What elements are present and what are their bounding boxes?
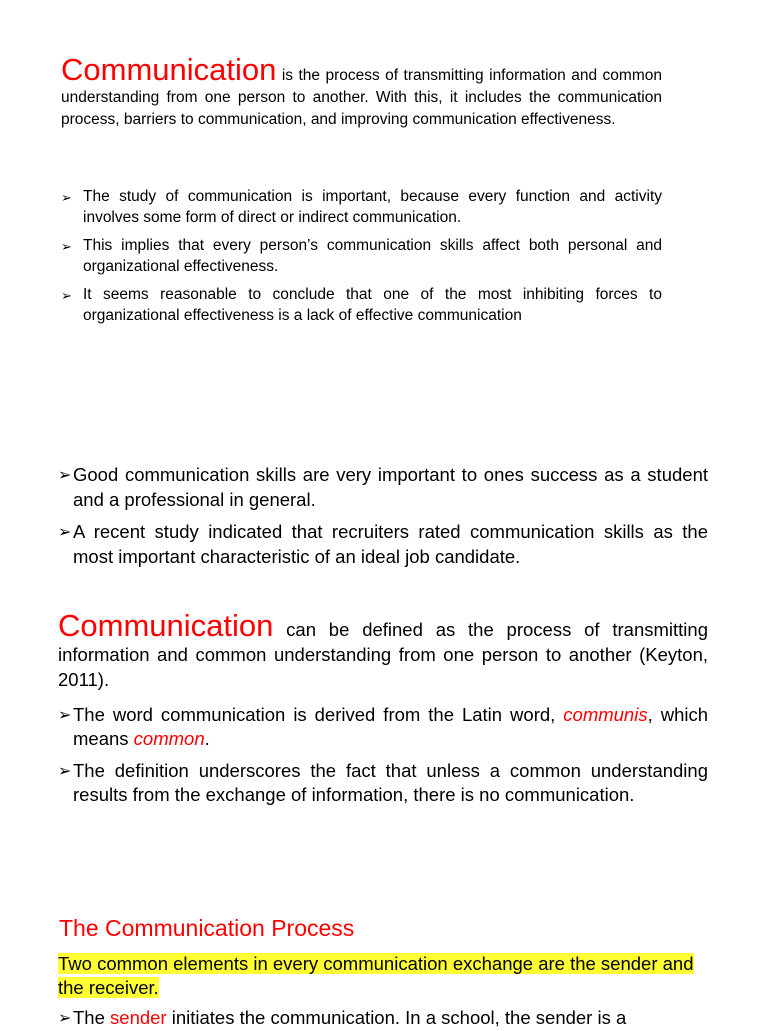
list-item (58, 462, 708, 512)
list-item-text: Good communication skills are very important to ones success as a student and a professional in general. (73, 464, 708, 510)
highlighted-text: Two common elements in every communication exchange are the sender and the receiver. (58, 953, 694, 998)
process-bullet-list (58, 1006, 708, 1030)
list-item-text: A recent study indicated that recruiters rated communication skills as the most important characteristic of an ideal job candidate. (73, 521, 708, 567)
highlighted-statement (58, 952, 708, 1000)
skills-bullet-list (58, 462, 708, 576)
list-item (61, 186, 662, 228)
definition-section (58, 610, 708, 692)
list-item (58, 759, 708, 807)
sender-word: sender (110, 1007, 167, 1028)
list-item-text: The definition underscores the fact that unless a common understanding results from the exchange of information, there is no communication. (73, 760, 708, 805)
arrow-bullet-icon: ➢ (58, 467, 72, 484)
list-item-text: initiates the communication. In a school, the sender is a (166, 1007, 627, 1028)
meaning-word: common (133, 728, 205, 749)
section-heading: The Communication Process (59, 915, 355, 941)
list-item-text: The word communication is derived from the Latin word, (73, 704, 564, 725)
definition-paragraph (58, 610, 708, 692)
intro-text: is the process of transmitting information and common understanding from one person to another. With this, it includes the communication process, barriers to communication, and improving communication effectiveness. (61, 67, 662, 128)
list-item-text: This implies that every person’s communication skills affect both personal and organizational effectiveness. (83, 237, 662, 275)
list-item-text: . (204, 728, 210, 749)
arrow-bullet-icon: ➢ (61, 190, 72, 205)
intro-section (61, 54, 662, 131)
definition-bullet-list (58, 703, 708, 815)
intro-paragraph (61, 54, 662, 131)
list-item (61, 235, 662, 277)
list-item-text: , which means (73, 704, 709, 749)
list-item-text: The study of communication is important, because every function and activity involves some form of direct or indirect communication. (83, 188, 662, 226)
intro-bullet-list (61, 186, 662, 333)
intro-lead-word: Communication (61, 52, 277, 87)
arrow-bullet-icon: ➢ (61, 239, 72, 254)
arrow-bullet-icon: ➢ (61, 288, 72, 303)
arrow-bullet-icon: ➢ (58, 707, 72, 724)
list-item (61, 284, 662, 326)
definition-lead-word: Communication (58, 608, 274, 643)
list-item (58, 1006, 708, 1030)
list-item-text: The (73, 1007, 111, 1028)
definition-text: can be defined as the process of transmitting information and common understanding from one person to another (Keyton, 2011). (58, 619, 708, 690)
arrow-bullet-icon: ➢ (58, 524, 72, 541)
latin-word: communis (563, 704, 648, 725)
list-item-text: It seems reasonable to conclude that one of the most inhibiting forces to organizational effectiveness is a lack of effective communication (83, 286, 662, 324)
list-item (58, 703, 708, 751)
arrow-bullet-icon: ➢ (58, 1010, 72, 1027)
list-item (58, 519, 708, 569)
arrow-bullet-icon: ➢ (58, 763, 72, 780)
